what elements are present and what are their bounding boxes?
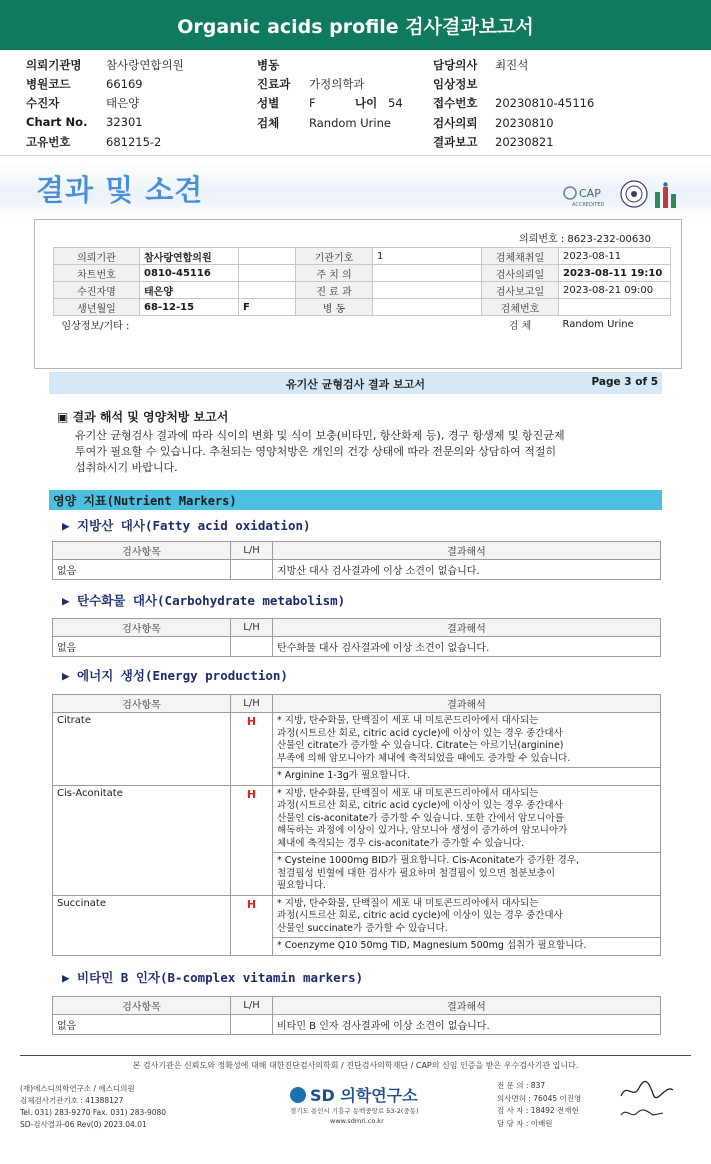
table-row: Citrate H * 지방, 탄수화물, 단백질이 세포 내 미토콘드리아에서 대사되는 과정(시트르산 회로, citric acid cycle)에 이상이 있는 경우 중간대사 산물인 citrate가 증가할 수 있습니다. Citrate는 아르기닌(arginine) 부족에 의해 암모니아가 체내에 축적되었을 때에도 증가할 수 있습니다. [53,713,661,768]
energy-table [52,694,661,956]
header-field: 접수번호 20230810-45116 [433,96,595,110]
header-field: 병동 [257,58,280,72]
cap-accredited-logo [562,183,616,209]
header-field: 수진자 태은양 [26,96,140,110]
table-row: 생년월일 68-12-15 F 병 동 검체번호 [54,299,671,316]
table-row: 임상정보/기타 : 검 체 Random Urine [54,316,671,333]
header-field: 검체 Random Urine [257,116,391,130]
lab-logo [652,182,680,210]
nutrient-markers-bar: 영양 지표(Nutrient Markers) [49,490,662,510]
section-vitamin-b: ▶ 비타민 B 인자(B-complex vitamin markers) [62,970,364,985]
page-header-title: 유기산 균형검사 결과 보고서 [286,378,425,391]
page-header [49,372,662,394]
patient-info-table [53,247,671,332]
header-field: Chart No. 32301 [26,115,143,129]
signature-tester [617,1103,667,1123]
table-row: 없음 비타민 B 인자 검사결과에 이상 소견이 없습니다. [53,1015,661,1035]
sd-logo-icon [290,1087,306,1103]
lab-url: www.sdmri.co.kr [330,1117,384,1125]
interpretation-body: 유기산 균형검사 결과에 따라 식이의 변화 및 식이 보충(비타민, 항산화제 등), 경구 항생제 및 항진균제 투여가 필요할 수 있습니다. 추천되는 영양처방은 개인의 건강 상태에 따라 전문의와 상담하여 적절히 섭취하시기 바랍니다. [75,429,565,474]
section-fatty-acid: ▶ 지방산 대사(Fatty acid oxidation) [62,518,311,533]
high-flag: H [231,785,273,895]
table-row: 수진자명 태은양 진 료 과 검사보고일 2023-08-21 09:00 [54,282,671,299]
section-energy: ▶ 에너지 생성(Energy production) [62,668,288,683]
header-field: 진료과 가정의학과 [257,77,365,91]
signature-doctor [617,1078,677,1102]
header-field-age: 나이 54 [355,96,403,110]
header-field: 병원코드 66169 [26,77,143,91]
table-header-row: 검사항목 L/H 결과해석 [53,542,661,560]
header-field: 결과보고 20230821 [433,135,554,149]
header-field: 임상정보 [433,77,478,91]
table-header-row: 검사항목 L/H 결과해석 [53,619,661,637]
header-field: 검사의뢰 20230810 [433,116,554,130]
footer-accreditation: 본 검사기관은 신뢰도와 정확성에 대해 대한진단검사의학회 / 진단검사의학재단 / CAP의 신임 인증을 받은 우수검사기관 입니다. [132,1061,579,1070]
table-row: * Cysteine 1000mg BID가 필요합니다. Cis-Aconitate가 증가한 경우, 철결핍성 빈혈에 대한 검사가 필요하며 철결핍이 있으면 철분보충이 필요합니다. [53,853,661,896]
sd-lab-logo: SD 의학연구소 [290,1083,418,1106]
patient-info-box [34,219,682,369]
carbohydrate-table [52,618,661,657]
interpretation-title: ▣ 결과 해석 및 영양처방 보고서 [57,410,229,424]
patient-header [0,50,711,156]
vitamin-b-table [52,996,661,1035]
header-field: 성별 F [257,96,316,110]
footer-staff: 전 문 의 : 837 의사면허 : 76045 이진영 검 사 자 : 18492 전재현 담 당 자 : 이배원 [497,1081,582,1128]
seal-logo [620,180,648,208]
header-field: 담당의사 최진석 [433,58,529,72]
table-row: * Coenzyme Q10 50mg TID, Magnesium 500mg 섭취가 필요합니다. [53,938,661,956]
table-row: Succinate H * 지방, 탄수화물, 단백질이 세포 내 미토콘드리아에서 대사되는 과정(시트르산 회로, citric acid cycle)에 이상이 있는 경우 중간대사 산물인 succinate가 증가할 수 있습니다. [53,895,661,938]
table-row: 의뢰기관 참사랑연합의원 기관기호 1 검체채취일 2023-08-11 [54,248,671,265]
report-title: Organic acids profile 검사결과보고서 [177,15,534,38]
table-row: 없음 탄수화물 대사 검사결과에 이상 소견이 없습니다. [53,637,661,657]
table-row: 차트번호 0810-45116 주 치 의 검사의뢰일 2023-08-11 19:10 [54,265,671,282]
footer-lab-info: (재)에스디의학연구소 / 에스디의원 검체검사기관기호 : 41388127 Tel. 031) 283-9270 Fax. 031) 283-9080 SD-검사결과-06 Rev(0) 2023.04.01 [20,1084,167,1129]
lab-address: 경기도 용인시 기흥구 동백중앙로 53-2(중동) [290,1107,419,1115]
table-row: * Arginine 1-3g가 필요합니다. [53,768,661,786]
table-row: 없음 지방산 대사 검사결과에 이상 소견이 없습니다. [53,560,661,580]
cap-logo-text: CAP [579,187,601,200]
cap-logo-sub: ACCREDITED [572,202,605,208]
request-number: 의뢰번호 : 8623-232-00630 [519,234,651,245]
fatty-acid-table [52,541,661,580]
header-field: 고유번호 681215-2 [26,135,162,149]
table-row: Cis-Aconitate H * 지방, 탄수화물, 단백질이 세포 내 미토콘드리아에서 대사되는 과정(시트르산 회로, citric acid cycle)에 이상이 있는 경우 중간대사 산물인 cis-aconitate가 증가할 수 있습니다. 또한 간에서 암모니아를 해독하는 과정에 이상이 있거나, 암모니아 생성이 증가하여 암모니아가 체내에 축적되는 경우 cis-aconitate가 증가할 수 있습니다. [53,785,661,853]
high-flag: H [231,713,273,786]
high-flag: H [231,895,273,955]
table-header-row: 검사항목 L/H 결과해석 [53,695,661,713]
results-title: 결과 및 소견 [36,173,204,207]
report-title-bar [0,0,711,50]
footer-divider [20,1055,691,1056]
table-header-row: 검사항목 L/H 결과해석 [53,997,661,1015]
header-field: 의뢰기관명 참사랑연합의원 [26,58,184,72]
page-number: Page 3 of 5 [591,376,658,388]
section-carbohydrate: ▶ 탄수화물 대사(Carbohydrate metabolism) [62,593,346,608]
